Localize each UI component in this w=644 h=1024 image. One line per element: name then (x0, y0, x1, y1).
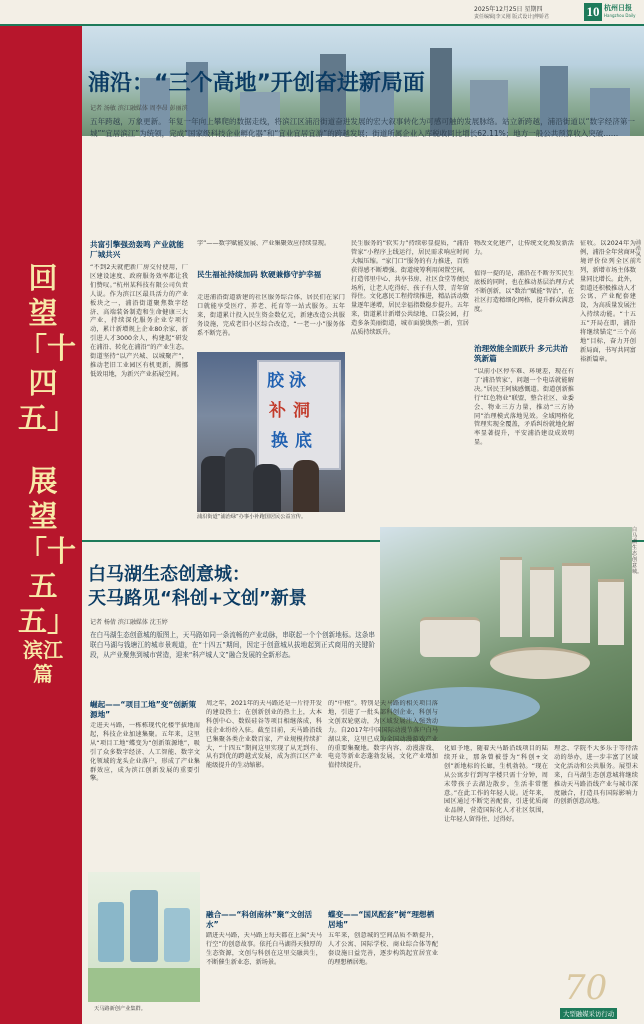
article2-aerial-caption: 白马湖生态创意城。 (632, 527, 643, 575)
sign-char: 补 (269, 401, 286, 421)
article2-lead: 在白马湖生态创意城的版图上，天马路如同一条流畅的产业动脉，串联起一个个创新地标。这条串联白马湖与钱塘江的城市景观道，在“十四五”期间，因定于创意城从拔地起到正式商用的关键阶段，从产业聚焦到城市营造，迎来“科产城人文”融合发展的全新形态。 (90, 631, 375, 659)
article1-subhead-2: 民生福祉持续加码 软硬兼修守护幸福 (197, 270, 322, 279)
building-shape (530, 567, 554, 637)
article1-byline: 记者 汤敏 滨江融媒体 周李昂 彭丽滨 (90, 105, 188, 112)
article2-col-4: 化如予地，随着天马路沿线项目的陆续开业，那条曾被誉为“科创+文创”新地标的长廊，生机勃勃。“现在从公寓步行到写字楼只需十分钟，周末带孩子去湖边散步，生活非常惬意。”在此工作的年轻人说。近年来，园区通过不断完善配套，引进优质商业品牌，营造国际化人才社区氛围，让年轻人留得住、过得好。 (444, 745, 548, 824)
photo-community-sign (197, 352, 345, 512)
building-shape (490, 647, 590, 679)
building-shape (98, 902, 124, 962)
article1-photo-caption: 浦沿街道“浦治绿”办事小补跑国居民公益宣传。 (197, 514, 307, 520)
page-number: 10 (584, 3, 602, 21)
person-shape (253, 464, 281, 512)
article2-col-5: 理念、学院不大多乐于等待活动的举办，进一步丰富了区域文化活动和公共服务。展望未来，白马湖生态创意城将继续推动天马路沿线产业与城市深度融合，打造具有国际影响力的创新创意高地。 (554, 745, 638, 806)
sign-char: 胶 (267, 371, 284, 391)
article2-title-line1: 白马湖生态创意城： (88, 564, 250, 585)
anniversary-logo: 70 (564, 968, 608, 1008)
article1-col-3: 民生服务的“软实力”持续彰显提质，“浦沿管家”小程序上线运行，居民需求响应时间大幅压缩。“家门口”服务的有力推进，百姓获得感不断增强。街道统筹利用闲置空间，打造邻里中心、共享书房、社区食堂等便民场所，让老人吃得好、孩子有人带、青年留得住。文化惠民工程持续推进，精品活动数量逐年递增，居民幸福指数稳步提升。五年来，街道累计新增公共绿地、口袋公园，打造多条美丽街道，城市面貌焕然一新，宜居品质持续跃升。 (351, 240, 469, 337)
article2-col-2b: 踏进天马路，天马路上每天都在上演“天马行空”的创意故事。依托白马湖得天独厚的生态资源，文创与科创在这里交融共生，不断催生新业态、新场景。 (206, 932, 322, 966)
article1-lead: 五年跨越，万象更新。 年复一年向上攀爬的数据走线，将滨江区浦沿街道奋进发展的宏大叙事转化为可感可触的发展脉络。站立新跨越，浦沿街道以“数字经济第一城”“宜居滨江”为统领，完成“国家级科技企业孵化器”和“宜业宜居宜游”的跨越发展；街道所属企业入库税收同比增长62.11%；地方一般公共预算收入突破…… (90, 117, 635, 138)
article1-col-4c: “以前小区停车难、环境差，现在有了‘浦沿管家’，问题一个电话就能解决。”居民王阿姨感慨道。街道创新推行“红色物业”联盟，整合社区、业委会、物业三方力量，推动“三方协同”治理模式落地见效。全域网格化管理实现全覆盖，矛盾纠纷就地化解率显著提升，平安浦沿建设成效明显。 (474, 368, 574, 447)
article2-illus-caption: 天马路新创产业集群。 (94, 1006, 146, 1012)
article2-col-1: 走进天马路，一栋栋现代化楼宇拔地而起，科技企业加速集聚。五年来，这里从“项目工地”蝶变为“创新策源地”，吸引了众多数字经济、人工智能、数字文化领域的龙头企业落户，形成了产业集群效应，成为滨江创新发展的重要引擎。 (90, 722, 200, 783)
article2-col-2: 周之年，2021年的天马路还是一片待开发的建设热土；在创新创业的热土上，大本科创中心、数娱硅谷等项目相继落成，科技企业纷纷入驻。截至目前，天马路沿线已集聚各类企业数百家，产业规模持续扩大，“十四五”期间这里实现了从无到有、从有到优的跨越式发展，成为滨江区产业能级提升的生动缩影。 (206, 700, 322, 770)
newspaper-name-en: Hangzhou Daily (604, 13, 636, 18)
article1-title: 浦沿：“三个高地”开创奋进新局面 (88, 71, 425, 96)
sign-char: 底 (295, 431, 312, 451)
article1-col-4a: 物改文化建产，让传统文化焕发新活力。 (474, 240, 574, 256)
building-shape (164, 908, 190, 962)
article1-col-5: 征收。以2024年为例，浦沿全年营商环境评价位列全区前列，新增市场主体数量同比增长。此外，街道还积极推动人才公寓、产业配套建设，为高质量发展注入持续动能。“十五五”开局在即，浦沿将继续锚定“三个高地”目标，奋力开创新局面，书写共同富裕新篇章。 (580, 240, 636, 363)
sign-char: 换 (271, 431, 288, 451)
article1-col-2b: 走进浦沿街道新建的社区服务综合体，居民们在家门口就能享受医疗、养老、托育等一站式服务。五年来，街道累计投入民生资金数亿元，新建改造公共服务设施，完成老旧小区综合改造，“一老一小”服务体系不断完善。 (197, 294, 345, 337)
building-shape (130, 890, 158, 962)
article2-subhead-1: 崛起——“项目工地”变“创新策源地” (90, 700, 197, 719)
series-sidebar (0, 26, 82, 1024)
article1-vertical-caption: 浦沿风光 (636, 240, 642, 264)
signboard (257, 360, 341, 470)
sidebar-title-15th: 展望「十五五」 (18, 464, 77, 638)
building-shape (500, 557, 522, 637)
article1-col-4b: 值得一提的是，浦沿在不断夯实民生底板的同时，也在推动基层治理方式不断创新，以“数治”赋能“智治”，在社区打造精细化网格，提升群众满意度。 (474, 270, 574, 313)
sign-char: 泳 (289, 371, 306, 391)
article1-subhead-3: 治理效能全面跃升 多元共治筑新篇 (474, 344, 568, 363)
article1-subhead-1: 共富引擎强劲轰鸣 产业就能厂城共兴 (90, 240, 184, 259)
article1-col-1: “不到2天就把新厂房交付使用，厂区建设速度、政府服务效率都让我们赞叹。”杭州某科技有限公司负责人说。作为滨江区最具活力的产业板块之一，浦沿街道聚焦数字经济、高端装备制造和生命健康三大产业，持续深化服务企业专项行动，累计新增规上企业80余家，新引进人才3000余人，构建起“研发在浦沿、转化在浦沿”的产业生态。街道坚持“以产兴城、以城聚产”，推动老旧工业园区有机更新，腾挪低效用地，为新兴产业拓展空间。 (90, 264, 188, 378)
article2-byline: 记者 杨倩 滨江融媒体 沈玉婷 (90, 619, 168, 626)
campaign-caption: 大型融媒采访行动 (560, 1008, 617, 1019)
article1-col-2a: 字”——数字赋能发展、产业集聚效应持续显现。 (197, 240, 331, 247)
building-shape (598, 579, 624, 645)
sidebar-title-14th: 回望「十四五」 (18, 261, 77, 435)
article2-subhead-2: 融合——“科创南林”聚“文创活水” (206, 910, 313, 929)
person-shape (225, 448, 255, 512)
ground-shape (88, 968, 200, 1002)
editor-credits: 责任编辑|李义刚 版式设计|傅娇君 (474, 14, 549, 20)
sidebar-district: 滨江篇 (23, 638, 63, 686)
article2-subhead-3: 蝶变——“国风配套”树“理想栖居地” (328, 910, 435, 929)
illustration-industry-cluster (88, 872, 200, 1002)
building-shape (420, 617, 480, 657)
newspaper-name: 杭州日报 (604, 4, 632, 12)
person-shape (293, 460, 319, 512)
article2-title-line2: 天马路见“科创+文创”新景 (88, 588, 307, 609)
building-shape (562, 563, 590, 643)
article2-col-3: 的“中枢”。特别是天马路的相关项目落地，引进了一批头部科创企业，科创与文创双轮驱动，为区域发展注入强劲动力。自2017年中国国际动漫节落户白马湖以来，这里已成为全国动漫游戏产业的重要集聚地。数字内容、动漫游戏、电竞等新业态蓬勃发展，文化产业增加值持续提升。 (328, 700, 438, 770)
issue-date: 2025年12月25日 星期四 (474, 6, 543, 13)
article2-col-3b: 五年来，创意城的空间品质不断提升，人才公寓、国际学校、商业综合体等配套设施日益完善，逐步构筑起宜居宜业的理想栖居地。 (328, 932, 438, 966)
page-header (0, 0, 644, 24)
sign-char: 洞 (293, 401, 310, 421)
article2-title (88, 563, 307, 611)
